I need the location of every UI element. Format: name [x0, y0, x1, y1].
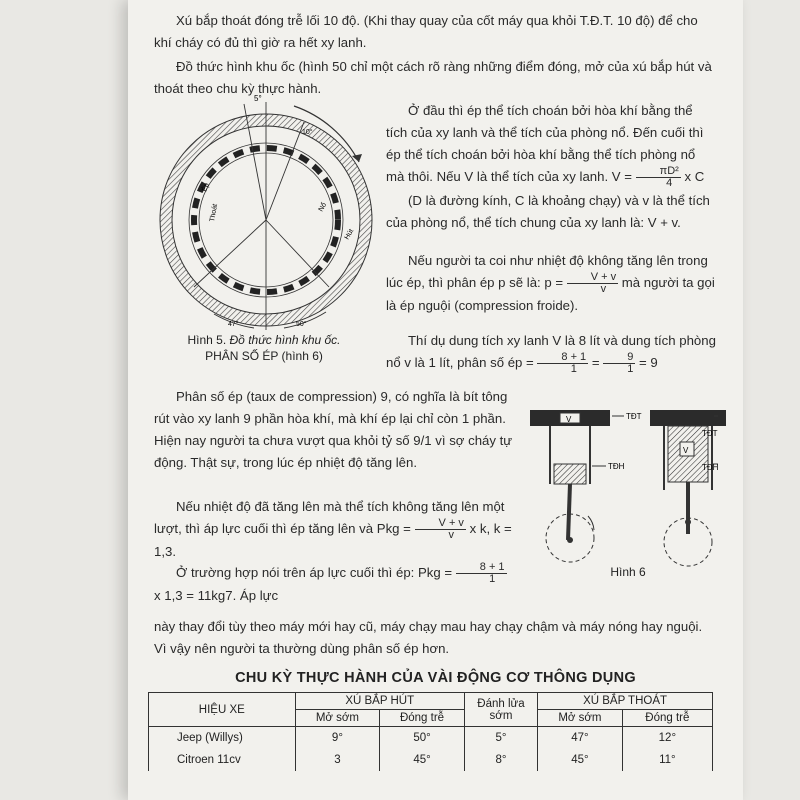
svg-text:TĐT: TĐT	[626, 412, 642, 421]
header-ignition: Đánh lửa sớm	[464, 693, 537, 727]
svg-text:V: V	[683, 446, 689, 455]
figure-6-caption: Hình 6	[610, 565, 646, 579]
figure-6-pistons	[520, 404, 730, 574]
figure-5-spiral-diagram	[154, 92, 384, 332]
fig5-label-bottom-left: 47°	[228, 321, 239, 328]
svg-text:TĐH: TĐH	[702, 463, 719, 472]
formula-volume: $\frac{\text{πD²}}{4}$	[636, 166, 681, 189]
paragraph-cold-compression: Nếu người ta coi như nhiệt độ không tăng lên trong lúc ép, thì phân ép p sẽ là: p = $\frac{V + v}{v}$ mà người ta gọi là ép nguội (compression froide).	[386, 253, 715, 314]
paragraph-hot-compression: Nếu nhiệt độ đã tăng lên mà thể tích không tăng lên một lượt, thì áp lực cuối thì ép tăng lên và Pkg = $\frac{V + v}{v}$ x k, k = 1,3.	[154, 499, 512, 560]
svg-text:TĐT: TĐT	[702, 429, 718, 438]
fig5-label-no: Nổ	[317, 201, 329, 213]
table-row: Citroen 11cv 3 45° 8° 45° 11°	[149, 749, 713, 771]
svg-text:V: V	[566, 415, 572, 424]
fig5-label-hut: Hút	[343, 228, 356, 241]
header-intake-close: Đóng trễ	[380, 710, 465, 727]
header-exhaust: XÚ BẮP THOÁT	[538, 693, 713, 710]
fig5-label-tdt: 10°	[302, 129, 313, 136]
paragraph-conclusion: này thay đổi tùy theo máy mới hay cũ, máy chạy mau hay chạy chậm và máy nóng hay nguội. Vì vậy nên người ta thường dùng phân số ép hơn.	[154, 619, 703, 656]
book-page	[128, 0, 743, 800]
header-intake-open: Mở sớm	[295, 710, 380, 727]
paragraph-definitions: (D là đường kính, C là khoảng chạy) và v là thể tích của phòng nổ, thể tích chung của xy lanh là: V + v.	[386, 193, 710, 230]
table-title: CHU KỲ THỰC HÀNH CỦA VÀI ĐỘNG CƠ THÔNG DỤNG	[235, 670, 636, 686]
paragraph-pressure-example: Ở trường hợp nói trên áp lực cuối thì ép: Pkg = $\frac{8 + 1}{1}$ x 1,3 = 11kg7. Áp lực	[154, 561, 505, 604]
figure-5-caption: Hình 5. Đồ thức hình khu ốc.	[187, 333, 341, 347]
paragraph-compression-volume	[386, 100, 716, 189]
header-brand: HIỆU XE	[149, 693, 296, 727]
formula-example: $\frac{8 + 1}{1}$	[537, 352, 588, 375]
paragraph-spiral-diagram: Đồ thức hình khu ốc (hình 50 chỉ một cách rõ ràng những điểm đóng, mở của xú bắp hút và thoát theo chu kỳ thực hành.	[154, 59, 712, 96]
paragraph-exhaust-close: Xú bắp thoát đóng trễ lối 10 độ. (Khi thay quay của cốt máy qua khỏi T.Đ.T. 10 độ) để cho khí cháy có đủ thì giờ ra hết xy lanh.	[154, 13, 698, 50]
fig5-label-ep: Ép	[201, 182, 211, 193]
header-intake: XÚ BẮP HÚT	[295, 693, 464, 710]
figure-5-subtitle: PHÂN SỐ ÉP (hình 6)	[205, 349, 323, 363]
table-row: Jeep (Willys) 9° 50° 5° 47° 12°	[149, 727, 713, 750]
p3-formula-tail: x C	[684, 169, 705, 184]
fig5-label-thoat: Thoát	[209, 203, 220, 223]
formula-p: $\frac{V + v}{v}$	[567, 272, 618, 295]
header-exhaust-close: Đóng trễ	[622, 710, 712, 727]
paragraph-compression-ratio: Phân số ép (taux de compression) 9, có nghĩa là bít tông rút vào xy lanh 9 phần hòa khí, mà khí ép lại chỉ còn 1 phần. Hiện nay người ta chưa vượt qua khỏi tỷ số 9/1 vì sợ cháy tự động. Thật sự, trong lúc ép nhiệt độ tăng lên.	[154, 389, 513, 470]
fig5-label-top: 5°	[254, 94, 262, 103]
svg-text:TĐH: TĐH	[608, 462, 625, 471]
fig5-label-bottom-right: 50°	[296, 321, 307, 328]
formula-pkg: $\frac{V + v}{v}$	[415, 518, 466, 541]
paragraph-example: Thí dụ dung tích xy lanh V là 8 lít và dung tích phòng nổ v là 1 lít, phân số ép = $\frac{8 + 1}{1}$ = $\frac{9}{1}$ = 9	[386, 333, 716, 376]
formula-pkg-example: $\frac{8 + 1}{1}$	[456, 562, 507, 585]
p3-text: Ở đầu thì ép thể tích choán bởi hòa khí bằng thể tích của xy lanh và thể tích của phòng nổ. Đến cuối thì ép thể tích choán bởi hòa khí bằng thể tích phòng nổ mà thôi. Nếu V là thể tích của xy lanh. V =	[386, 103, 704, 184]
header-exhaust-open: Mở sớm	[538, 710, 623, 727]
engine-timing-table	[148, 692, 713, 771]
